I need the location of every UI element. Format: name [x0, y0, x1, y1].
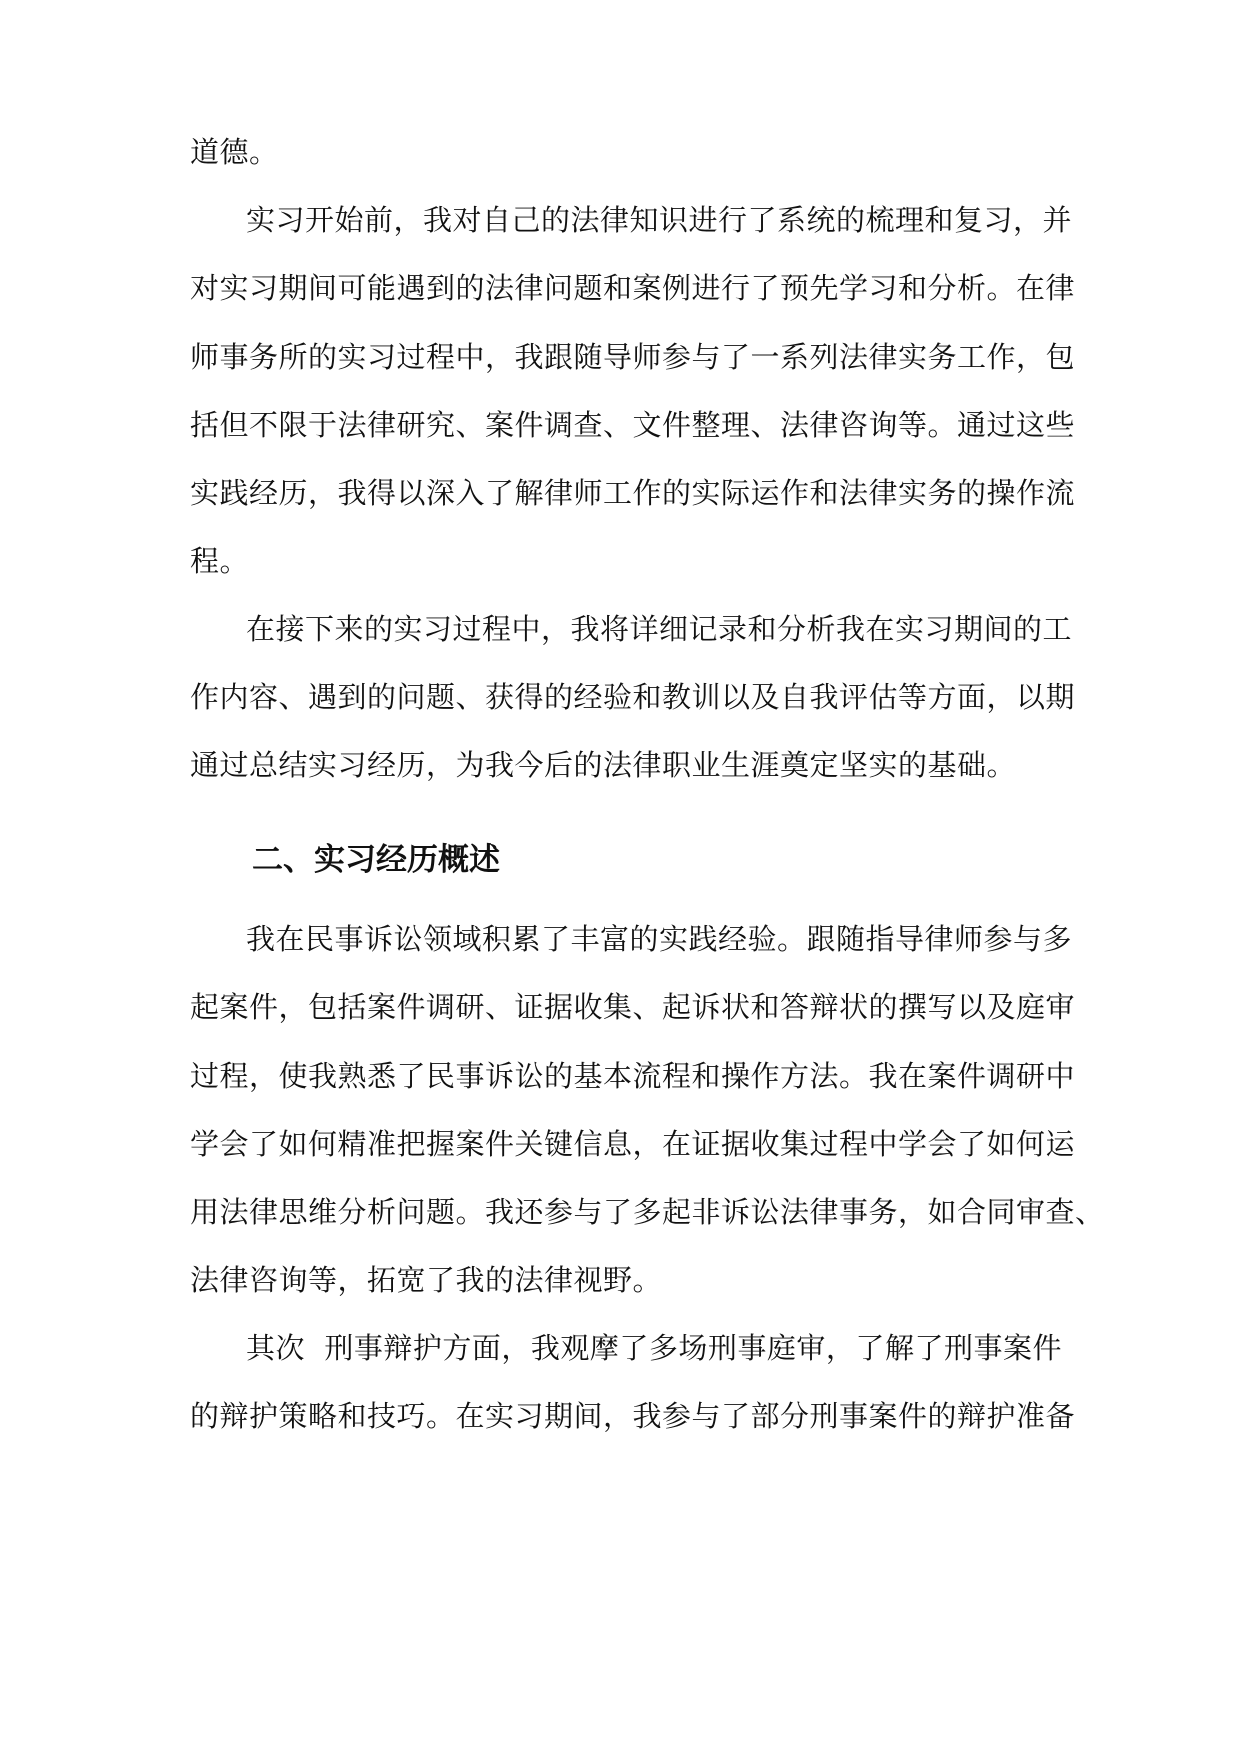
section-heading: 二、实习经历概述 [252, 842, 500, 878]
paragraph-line: 用法律思维分析问题。我还参与了多起非诉讼法律事务，如合同审查、 [190, 1195, 1105, 1229]
paragraph-line: 的辩护策略和技巧。在实习期间，我参与了部分刑事案件的辩护准备 [190, 1399, 1076, 1433]
paragraph-line: 法律咨询等，拓宽了我的法律视野。 [190, 1263, 663, 1297]
paragraph-line: 通过总结实习经历，为我今后的法律职业生涯奠定坚实的基础。 [190, 748, 1017, 782]
paragraph-line: 我在民事诉讼领域积累了丰富的实践经验。跟随指导律师参与多 [246, 922, 1073, 956]
paragraph-line: 程。 [190, 544, 250, 578]
paragraph-line: 实践经历，我得以深入了解律师工作的实际运作和法律实务的操作流 [190, 476, 1076, 510]
paragraph-line: 实习开始前，我对自己的法律知识进行了系统的梳理和复习，并 [246, 203, 1073, 237]
paragraph-line: 过程，使我熟悉了民事诉讼的基本流程和操作方法。我在案件调研中 [190, 1059, 1076, 1093]
paragraph-line: 学会了如何精准把握案件关键信息，在证据收集过程中学会了如何运 [190, 1127, 1076, 1161]
paragraph-line: 起案件，包括案件调研、证据收集、起诉状和答辩状的撰写以及庭审 [190, 990, 1076, 1024]
paragraph-line: 其次 刑事辩护方面，我观摩了多场刑事庭审，了解了刑事案件 [246, 1331, 1062, 1365]
paragraph-line: 在接下来的实习过程中，我将详细记录和分析我在实习期间的工 [246, 612, 1073, 646]
paragraph-line: 作内容、遇到的问题、获得的经验和教训以及自我评估等方面，以期 [190, 680, 1076, 714]
paragraph-line: 师事务所的实习过程中，我跟随导师参与了一系列法律实务工作，包 [190, 340, 1076, 374]
paragraph-line: 括但不限于法律研究、案件调查、文件整理、法律咨询等。通过这些 [190, 408, 1076, 442]
paragraph-line: 对实习期间可能遇到的法律问题和案例进行了预先学习和分析。在律 [190, 271, 1076, 305]
paragraph-line: 道德。 [190, 135, 279, 169]
